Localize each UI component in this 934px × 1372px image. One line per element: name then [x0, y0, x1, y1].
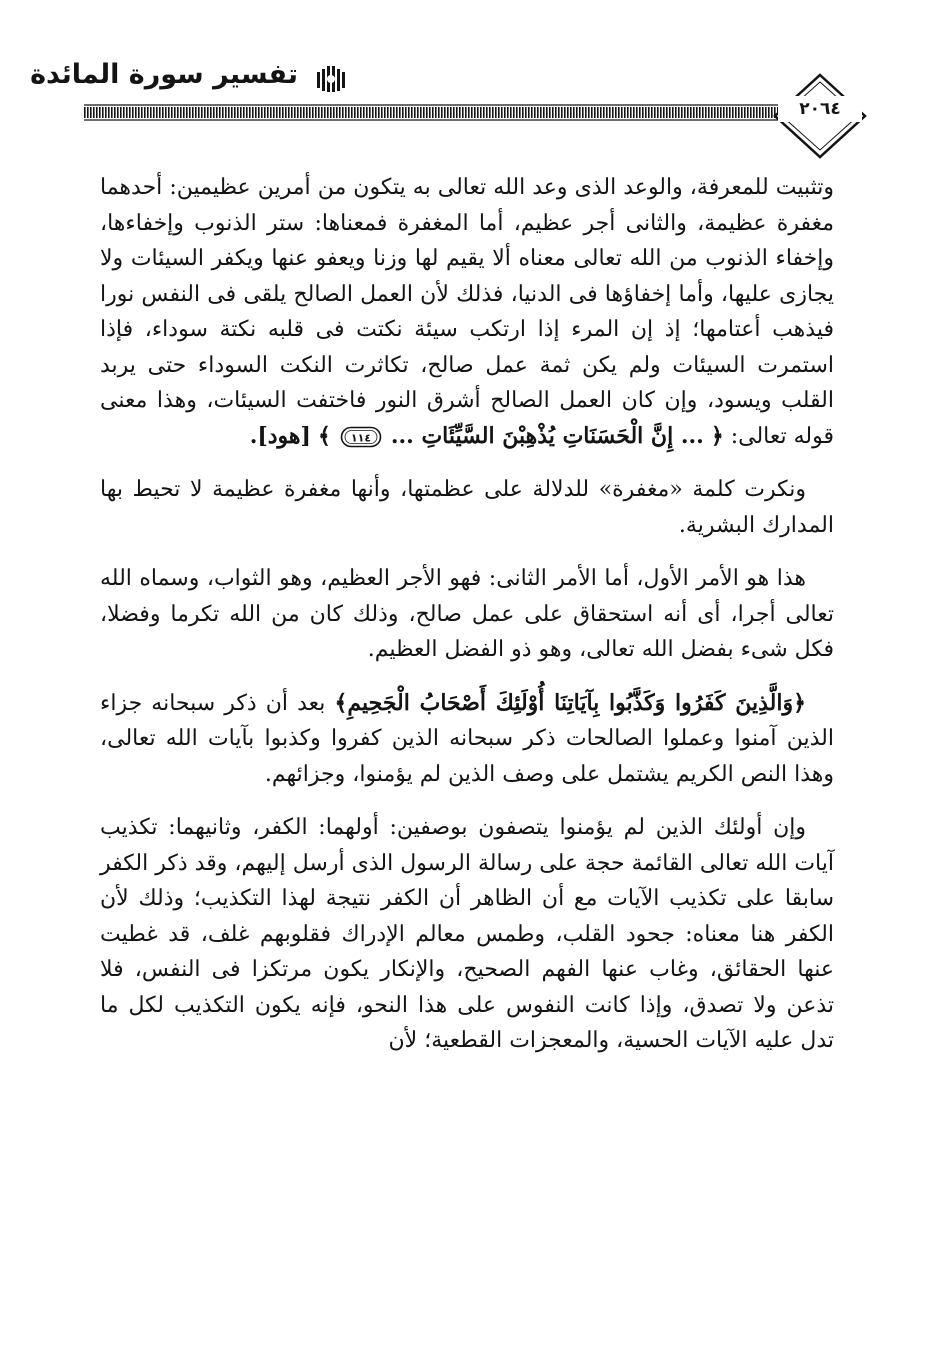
paragraph: هذا هو الأمر الأول، أما الأمر الثانى: فهو الأجر العظيم، وهو الثواب، وسماه الله تعالى أجرا، أى أنه استحقاق على عمل صالح، وذلك كان من الله تكرما وفضلا، فكل شىء بفضل الله تعالى، وهو ذو الفضل العظيم.	[100, 566, 834, 662]
body-text	[100, 170, 834, 1320]
paragraph	[100, 170, 834, 454]
header-ornament-icon	[314, 64, 348, 94]
ayah-number: ١١٤	[350, 431, 371, 444]
quran-bracket-close: ﴾	[317, 422, 331, 449]
running-title: تفسير سورة المائدة	[30, 59, 298, 90]
quran-verse: ﴿وَالَّذِينَ كَفَرُوا وَكَذَّبُوا بِآيَاتِنَا أُوْلَئِكَ أَصْحَابُ الْجَحِيمِ﴾	[334, 689, 806, 716]
quran-quote: ... إِنَّ الْحَسَنَاتِ يُذْهِبْنَ السَّيِّئَاتِ ...	[390, 422, 704, 449]
surah-reference: [هود].	[249, 422, 311, 449]
paragraph: ونكرت كلمة «مغفرة» للدلالة على عظمتها، وأنها مغفرة عظيمة لا تحيط بها المدارك البشرية.	[100, 477, 834, 538]
paragraph-text: بعد أن ذكر سبحانه جزاء الذين آمنوا وعملوا الصالحات ذكر سبحانه الذين كفروا وكذبوا بآيات الله تعالى، وهذا النص الكريم يشتمل على وصف الذين لم يؤمنوا، وجزائهم.	[100, 690, 834, 787]
paragraph	[100, 686, 834, 793]
ayah-number-icon	[340, 426, 382, 448]
header-rule	[84, 103, 778, 122]
paragraph: وإن أولئك الذين لم يؤمنوا يتصفون بوصفين: أولهما: الكفر، وثانيهما: تكذيب آيات الله تعالى القائمة حجة على رسالة الرسول الذى أرسل إليهم، وقد ذكر الكفر سابقا على تكذيب الآيات مع أن الظاهر أن الكفر نتيجة لهذا التكذيب؛ وذلك لأن الكفر هنا معناه: جحود القلب، وطمس معالم الإدراك فقلوبهم غلف، قد غطيت عنها الحقائق، وغاب عنها الفهم الصحيح، والإنكار يكون مرتكزا فى النفس، فلا تذعن ولا تصدق، وإذا كانت النفوس على هذا النحو، فإنه يكون التكذيب لكل ما تدل عليه الآيات الحسية، والمعجزات القطعية؛ لأن	[100, 815, 834, 1053]
quran-bracket-open: ﴿	[710, 422, 724, 449]
page-number: ٢٠٦٤	[778, 96, 862, 122]
paragraph-text: وتثبيت للمعرفة، والوعد الذى وعد الله تعالى به يتكون من أمرين عظيمين: أحدهما مغفرة عظيمة، والثانى أجر عظيم، أما المغفرة فمعناها: ستر الذنوب وإخفاءها، وإخفاء الذنوب من الله تعالى معناه ألا يقيم لها وزنا ويعفو عنها ويكفر السيئات ولا يجازى عليها، وأما إخفاؤها فى الدنيا، فذلك لأن العمل الصالح يلقى فى النفس نورا فيذهب أعتامها؛ إذ إن المرء إذا ارتكب سيئة نكتت فى قلبه نكتة سوداء، فإذا استمرت السيئات ولم يكن ثمة عمل صالح، تكاثرت النكت السوداء حتى يربد القلب ويسود، وإن كان العمل الصالح أشرق النور فاختفت السيئات، وهذا معنى قوله تعالى:	[100, 175, 834, 449]
